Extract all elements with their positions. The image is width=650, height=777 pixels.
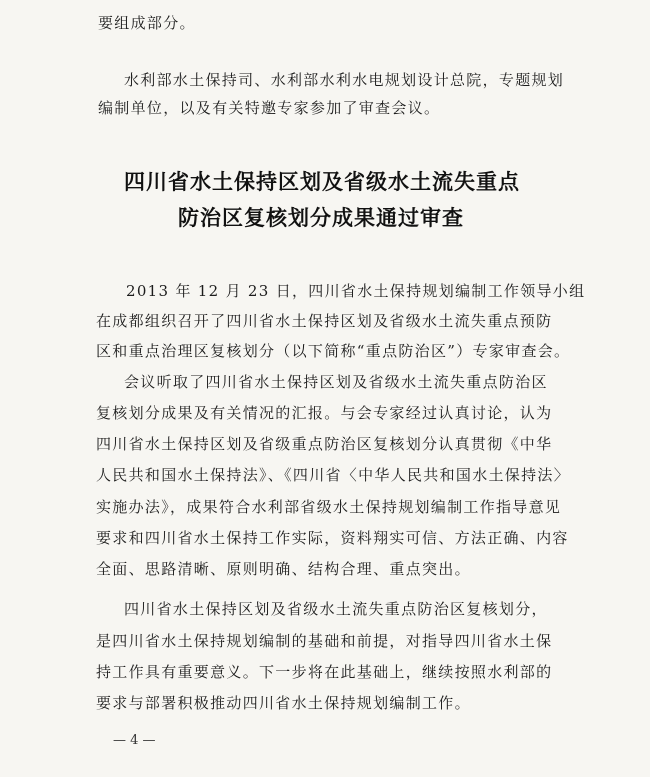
- body-line-7: 人民共和国水土保持法》、《四川省〈中华人民共和国水土保持法〉: [96, 466, 571, 484]
- body-line-8: 实施办法》，成果符合水利部省级水土保持规划编制工作指导意见: [96, 498, 562, 516]
- intro-line-2: 水利部水土保持司、水利部水利水电规划设计总院，专题规划: [124, 71, 565, 89]
- body-line-6: 四川省水土保持区划及省级重点防治区复核划分认真贯彻《中华: [96, 435, 553, 453]
- article-title-line-1: 四川省水土保持区划及省级水土流失重点: [124, 170, 520, 194]
- body-line-12: 是四川省水土保持规划编制的基础和前提，对指导四川省水土保: [96, 632, 553, 650]
- article-title-line-2: 防治区复核划分成果通过审查: [178, 206, 464, 230]
- body-line-5: 复核划分成果及有关情况的汇报。与会专家经过认真讨论，认为: [96, 404, 553, 422]
- body-line-9: 要求和四川省水土保持工作实际，资料翔实可信、方法正确、内容: [96, 529, 569, 547]
- body-line-14: 要求与部署积极推动四川省水土保持规划编制工作。: [96, 694, 471, 712]
- body-line-10: 全面、思路清晰、原则明确、结构合理、重点突出。: [96, 560, 471, 578]
- intro-line-3: 编制单位，以及有关特邀专家参加了审查会议。: [98, 99, 441, 117]
- body-line-1: 2013 年 12 月 23 日，四川省水土保持规划编制工作领导小组: [126, 282, 586, 300]
- body-line-4: 会议听取了四川省水土保持区划及省级水土流失重点防治区: [124, 373, 548, 391]
- page-number: — 4 —: [113, 733, 156, 748]
- intro-line-1: 要组成部分。: [98, 14, 196, 32]
- body-line-13: 持工作具有重要意义。下一步将在此基础上，继续按照水利部的: [96, 663, 553, 681]
- body-line-3: 区和重点治理区复核划分（以下简称“重点防治区”）专家审查会。: [96, 342, 571, 360]
- body-line-11: 四川省水土保持区划及省级水土流失重点防治区复核划分，: [124, 600, 548, 618]
- body-line-2: 在成都组织召开了四川省水土保持区划及省级水土流失重点预防: [96, 312, 553, 330]
